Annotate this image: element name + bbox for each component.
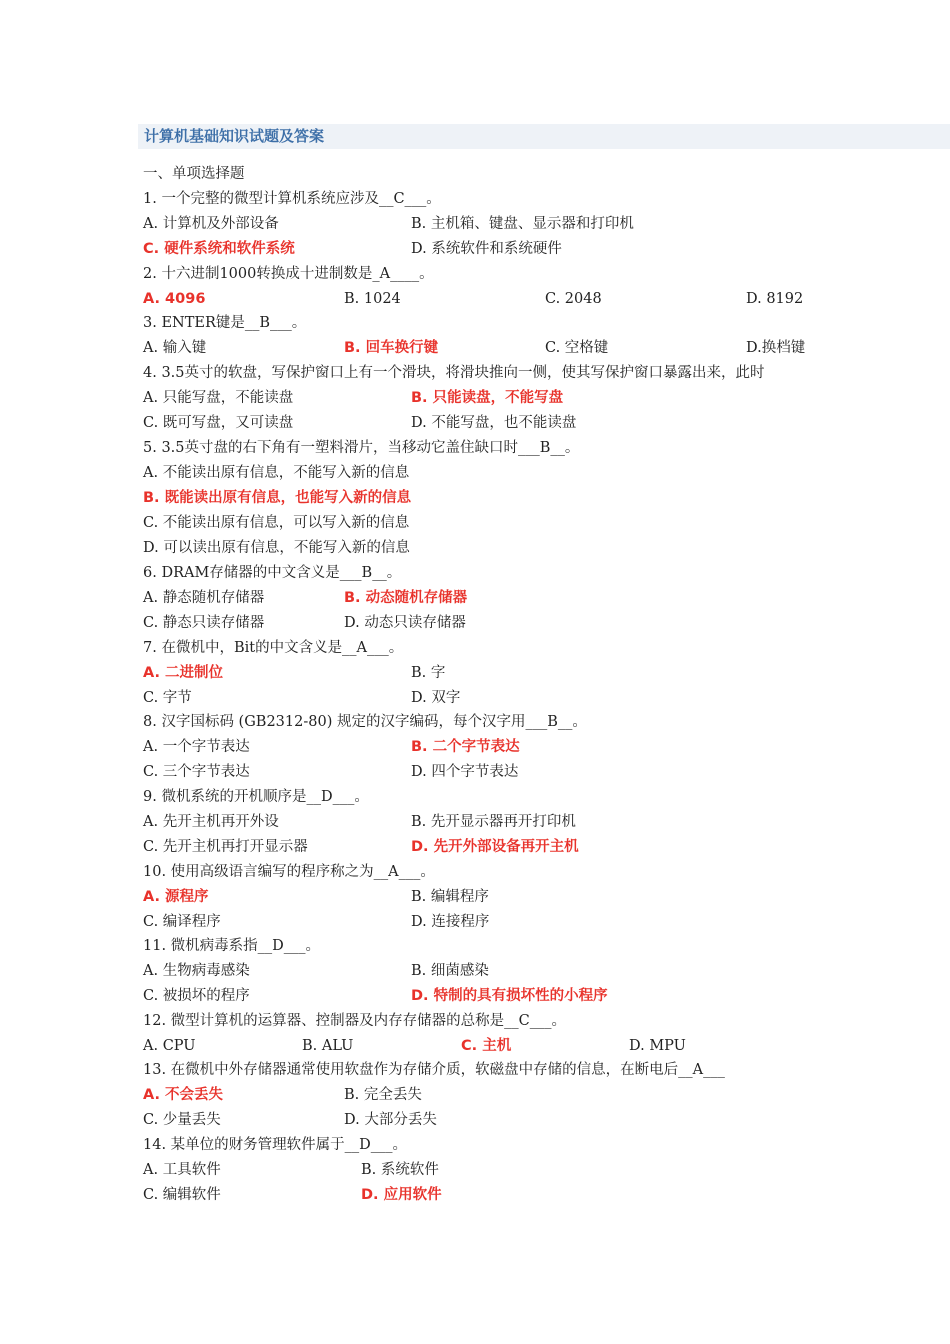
question-10-option-b: B. 编辑程序 xyxy=(411,889,489,905)
question-7-options-row-2 xyxy=(143,687,923,709)
question-5-option-a: A. 不能读出原有信息，不能写入新的信息 xyxy=(143,465,410,481)
question-12-options-row xyxy=(143,1035,923,1057)
question-7-stem: 7. 在微机中，Bit的中文含义是__A___。 xyxy=(143,640,404,656)
question-5-stem: 5. 3.5英寸盘的右下角有一塑料滑片，当移动它盖住缺口时___B__。 xyxy=(143,440,580,456)
question-8-option-b-answer: B. 二个字节表达 xyxy=(411,739,520,755)
question-10-option-a-answer: A. 源程序 xyxy=(143,889,209,905)
question-1-option-d: D. 系统软件和系统硬件 xyxy=(411,241,562,257)
question-10-option-d: D. 连接程序 xyxy=(411,914,490,930)
question-7-options-row-1 xyxy=(143,662,923,684)
question-6-options-row-1 xyxy=(143,587,923,609)
section-heading: 一、单项选择题 xyxy=(143,166,245,182)
question-11-options-row-1 xyxy=(143,960,923,982)
question-6-option-b-answer: B. 动态随机存储器 xyxy=(344,590,468,606)
question-13-option-b: B. 完全丢失 xyxy=(344,1087,422,1103)
question-12-option-c-answer: C. 主机 xyxy=(461,1038,512,1054)
question-13-option-d: D. 大部分丢失 xyxy=(344,1112,437,1128)
question-4-options-row-2 xyxy=(143,412,923,434)
question-11-option-a: A. 生物病毒感染 xyxy=(143,963,250,979)
question-2-options-row xyxy=(143,288,923,310)
question-12-option-b: B. ALU xyxy=(302,1038,354,1054)
question-1-option-c-answer: C. 硬件系统和软件系统 xyxy=(143,241,295,257)
question-9-option-a: A. 先开主机再开外设 xyxy=(143,814,279,830)
question-3-option-a: A. 输入键 xyxy=(143,340,207,356)
question-1-stem: 1. 一个完整的微型计算机系统应涉及__C___。 xyxy=(143,191,441,207)
document-title: 计算机基础知识试题及答案 xyxy=(144,127,325,145)
question-11-option-d-answer: D. 特制的具有损坏性的小程序 xyxy=(411,988,608,1004)
question-6-option-c: C. 静态只读存储器 xyxy=(143,615,265,631)
question-14-options-row-1 xyxy=(143,1159,923,1181)
question-8-option-a: A. 一个字节表达 xyxy=(143,739,250,755)
question-1-option-a: A. 计算机及外部设备 xyxy=(143,216,279,232)
question-11-option-b: B. 细菌感染 xyxy=(411,963,489,979)
question-8-option-c: C. 三个字节表达 xyxy=(143,764,250,780)
question-11-option-c: C. 被损坏的程序 xyxy=(143,988,250,1004)
question-5-option-d: D. 可以读出原有信息，不能写入新的信息 xyxy=(143,540,410,556)
question-6-stem: 6. DRAM存储器的中文含义是___B__。 xyxy=(143,565,402,581)
question-4-option-c: C. 既可写盘，又可读盘 xyxy=(143,415,294,431)
question-11-options-row-2 xyxy=(143,985,923,1007)
question-2-option-a-answer: A. 4096 xyxy=(143,291,206,307)
question-7-option-d: D. 双字 xyxy=(411,690,461,706)
question-9-stem: 9. 微机系统的开机顺序是__D___。 xyxy=(143,789,369,805)
question-14-option-c: C. 编辑软件 xyxy=(143,1187,221,1203)
question-3-options-row xyxy=(143,337,923,359)
question-3-option-c: C. 空格键 xyxy=(545,340,609,356)
question-4-option-a: A. 只能写盘，不能读盘 xyxy=(143,390,294,406)
question-1-options-row-1 xyxy=(143,213,923,235)
question-13-option-c: C. 少量丢失 xyxy=(143,1112,221,1128)
question-13-options-row-2 xyxy=(143,1109,923,1131)
question-4-option-d: D. 不能写盘，也不能读盘 xyxy=(411,415,577,431)
question-14-option-b: B. 系统软件 xyxy=(361,1162,439,1178)
question-14-options-row-2 xyxy=(143,1184,923,1206)
question-12-stem: 12. 微型计算机的运算器、控制器及内存存储器的总称是__C___。 xyxy=(143,1013,567,1029)
question-5-option-b-answer: B. 既能读出原有信息，也能写入新的信息 xyxy=(143,490,412,506)
question-8-options-row-1 xyxy=(143,736,923,758)
question-4-options-row-1 xyxy=(143,387,923,409)
question-1-options-row-2 xyxy=(143,238,923,260)
question-4-stem: 4. 3.5英寸的软盘，写保护窗口上有一个滑块，将滑块推向一侧，使其写保护窗口暴露出来，此时 xyxy=(143,365,765,381)
question-2-option-d: D. 8192 xyxy=(746,291,804,307)
question-6-option-a: A. 静态随机存储器 xyxy=(143,590,265,606)
question-10-options-row-2 xyxy=(143,911,923,933)
question-14-stem: 14. 某单位的财务管理软件属于__D___。 xyxy=(143,1137,408,1153)
question-4-option-b-answer: B. 只能读盘，不能写盘 xyxy=(411,390,564,406)
question-9-option-c: C. 先开主机再打开显示器 xyxy=(143,839,308,855)
question-2-option-b: B. 1024 xyxy=(344,291,401,307)
question-8-stem: 8. 汉字国标码 (GB2312-80) 规定的汉字编码，每个汉字用___B__。 xyxy=(143,714,587,730)
question-13-option-a-answer: A. 不会丢失 xyxy=(143,1087,224,1103)
question-7-option-b: B. 字 xyxy=(411,665,446,681)
question-6-option-d: D. 动态只读存储器 xyxy=(344,615,466,631)
question-13-stem: 13. 在微机中外存储器通常使用软盘作为存储介质，软磁盘中存储的信息，在断电后__A___ xyxy=(143,1062,725,1078)
question-12-option-d: D. MPU xyxy=(629,1038,686,1054)
question-9-options-row-1 xyxy=(143,811,923,833)
question-14-option-a: A. 工具软件 xyxy=(143,1162,221,1178)
question-3-stem: 3. ENTER键是__B___。 xyxy=(143,315,307,331)
question-5-option-c: C. 不能读出原有信息，可以写入新的信息 xyxy=(143,515,410,531)
question-9-option-b: B. 先开显示器再开打印机 xyxy=(411,814,576,830)
question-10-stem: 10. 使用高级语言编写的程序称之为__A___。 xyxy=(143,864,435,880)
question-10-option-c: C. 编译程序 xyxy=(143,914,221,930)
question-2-option-c: C. 2048 xyxy=(545,291,602,307)
question-13-options-row-1 xyxy=(143,1084,923,1106)
question-6-options-row-2 xyxy=(143,612,923,634)
question-12-option-a: A. CPU xyxy=(143,1038,196,1054)
question-8-options-row-2 xyxy=(143,761,923,783)
question-1-option-b: B. 主机箱、键盘、显示器和打印机 xyxy=(411,216,634,232)
question-9-options-row-2 xyxy=(143,836,923,858)
question-7-option-c: C. 字节 xyxy=(143,690,192,706)
question-9-option-d-answer: D. 先开外部设备再开主机 xyxy=(411,839,579,855)
question-10-options-row-1 xyxy=(143,886,923,908)
question-2-stem: 2. 十六进制1000转换成十进制数是_A____。 xyxy=(143,266,434,282)
question-11-stem: 11. 微机病毒系指__D___。 xyxy=(143,938,321,954)
question-8-option-d: D. 四个字节表达 xyxy=(411,764,519,780)
question-14-option-d-answer: D. 应用软件 xyxy=(361,1187,442,1203)
question-7-option-a-answer: A. 二进制位 xyxy=(143,665,224,681)
question-3-option-d: D.换档键 xyxy=(746,340,806,356)
question-3-option-b-answer: B. 回车换行键 xyxy=(344,340,439,356)
